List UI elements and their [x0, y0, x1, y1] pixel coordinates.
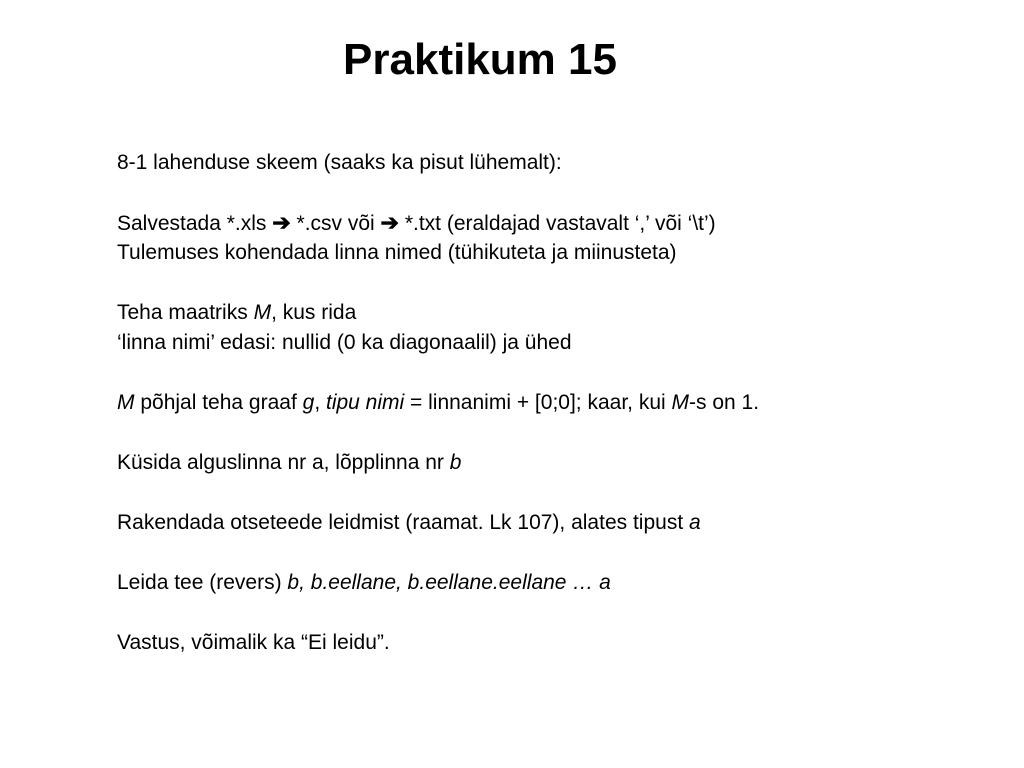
blank-line: [117, 418, 997, 448]
line-fix-city-names: Tulemuses kohendada linna nimed (tühikuteta ja miinusteta): [117, 241, 677, 264]
text: Küsida alguslinna nr a, lõpplinna nr: [117, 451, 450, 474]
line-row-format: ‘linna nimi’ edasi: nullid (0 ka diagonaalil) ja ühed: [117, 331, 572, 354]
end-symbol: b: [449, 451, 462, 474]
line-solution-scheme: 8-1 lahenduse skeem (saaks ka pisut lühemalt):: [117, 151, 562, 174]
matrix-symbol: M: [117, 391, 135, 414]
text: Leida tee (revers): [117, 571, 288, 594]
line-make-graph: [117, 388, 997, 418]
text: = linnanimi + [0;0]; kaar, kui: [404, 391, 672, 414]
slide-title: Praktikum 15: [343, 35, 617, 84]
text: Teha maatriks: [117, 301, 254, 324]
slide-body: [117, 148, 997, 658]
line-find-path: [117, 568, 997, 598]
start-symbol: a: [688, 511, 701, 534]
blank-line: [117, 598, 997, 628]
arrow-right-icon: ➔: [272, 210, 291, 235]
line-answer: Vastus, võimalik ka “Ei leidu”.: [117, 631, 390, 654]
blank-line: [117, 358, 997, 388]
blank-line: [117, 268, 997, 298]
blank-line: [117, 478, 997, 508]
text: ,: [314, 391, 326, 414]
path-expression: b, b.eellane, b.eellane.eellane … a: [287, 571, 611, 594]
text: , kus rida: [271, 301, 357, 324]
line-make-matrix: [117, 298, 997, 328]
csv-text: *.csv või: [290, 212, 381, 235]
matrix-symbol: M: [671, 391, 689, 414]
text: põhjal teha graaf: [134, 391, 303, 414]
line-apply-shortest-paths: [117, 508, 997, 538]
blank-line: [117, 538, 997, 568]
line-save-formats: [117, 208, 997, 238]
graph-symbol: g: [302, 391, 315, 414]
text: -s on 1.: [689, 391, 760, 414]
txt-text: *.txt (eraldajad vastavalt ‘,’ või ‘\t’): [398, 212, 716, 235]
matrix-symbol: M: [253, 301, 272, 324]
vertex-name-term: tipu nimi: [325, 391, 405, 414]
save-text: Salvestada *.xls: [117, 212, 273, 235]
text: Rakendada otseteede leidmist (raamat. Lk 107), alates tipust: [117, 511, 689, 534]
blank-line: [117, 178, 997, 208]
line-ask-cities: [117, 448, 997, 478]
arrow-right-icon: ➔: [380, 210, 399, 235]
